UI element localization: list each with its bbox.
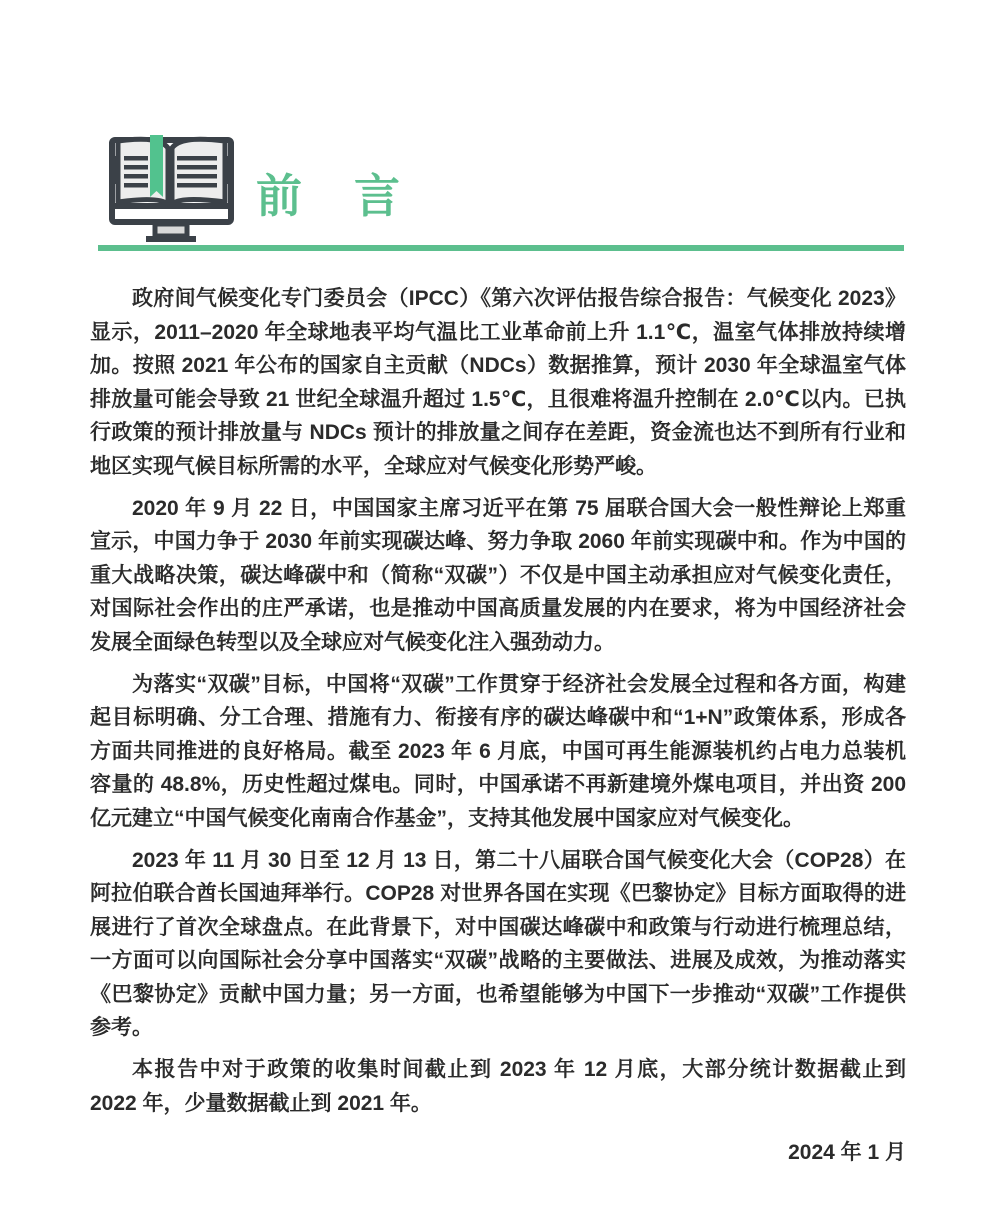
monitor-stand bbox=[155, 224, 187, 236]
paragraph-3: 为落实“双碳”目标，中国将“双碳”工作贯穿于经济社会发展全过程和各方面，构建起目标明确、分工合理、措施有力、衔接有序的碳达峰碳中和“1+N”政策体系，形成各方面共同推进的良好格局。截至 2023 年 6 月底，中国可再生能源装机约占电力总装机容量的 48.8%，历史性超过煤电。同时，中国承诺不再新建境外煤电项目，并出资 200 亿元建立“中国气候变化南南合作基金”，支持其他发展中国家应对气候变化。 bbox=[90, 672, 906, 830]
paragraph-1: 政府间气候变化专门委员会（IPCC）《第六次评估报告综合报告：气候变化 2023》显示，2011–2020 年全球地表平均气温比工业革命前上升 1.1℃，温室气体排放持续增加。按照 2021 年公布的国家自主贡献（NDCs）数据推算，预计 2030 年全球温室气体排放量可能会导致 21 世纪全球温升超过 1.5℃，且很难将温升控制在 2.0℃以内。已执行政策的预计排放量与 NDCs 预计的排放量之间存在差距，资金流也达不到所有行业和地区实现气候目标所需的水平，全球应对气候变化形势严峻。 bbox=[90, 287, 906, 478]
paragraph-4: 2023 年 11 月 30 日至 12 月 13 日，第二十八届联合国气候变化大会（COP28）在阿拉伯联合酋长国迪拜举行。COP28 对世界各国在实现《巴黎协定》目标方面取得的进展进行了首次全球盘点。在此背景下，对中国碳达峰碳中和政策与行动进行梳理总结，一方面可以向国际社会分享中国落实“双碳”战略的主要做法、进展及成效，为推动落实《巴黎协定》贡献中国力量；另一方面，也希望能够为中国下一步推动“双碳”工作提供参考。 bbox=[90, 848, 906, 1040]
book-right-page bbox=[172, 139, 225, 204]
page-title: 前 言 bbox=[256, 170, 403, 222]
paragraph-5: 本报告中对于政策的收集时间截止到 2023 年 12 月底，大部分统计数据截止到 2022 年，少量数据截止到 2021 年。 bbox=[90, 1058, 906, 1115]
date-line: 2024 年 1 月 bbox=[788, 1141, 906, 1165]
paragraph-2: 2020 年 9 月 22 日，中国国家主席习近平在第 75 届联合国大会一般性辩论上郑重宣示，中国力争于 2030 年前实现碳达峰、努力争取 2060 年前实现碳中和。作为中国的重大战略决策，碳达峰碳中和（简称“双碳”）不仅是中国主动承担应对气候变化责任，对国际社会作出的庄严承诺，也是推动中国高质量发展的内在要求，将为中国经济社会发展全面绿色转型以及全球应对气候变化注入强劲动力。 bbox=[90, 496, 906, 654]
monitor-base bbox=[146, 236, 196, 242]
book-cover-tab-left bbox=[114, 156, 119, 184]
bookmark-ribbon bbox=[150, 135, 163, 197]
open-book-on-monitor-icon bbox=[108, 132, 235, 244]
book-cover-tab-right bbox=[223, 156, 228, 184]
preface-body bbox=[90, 282, 906, 1178]
header-divider bbox=[98, 245, 904, 251]
